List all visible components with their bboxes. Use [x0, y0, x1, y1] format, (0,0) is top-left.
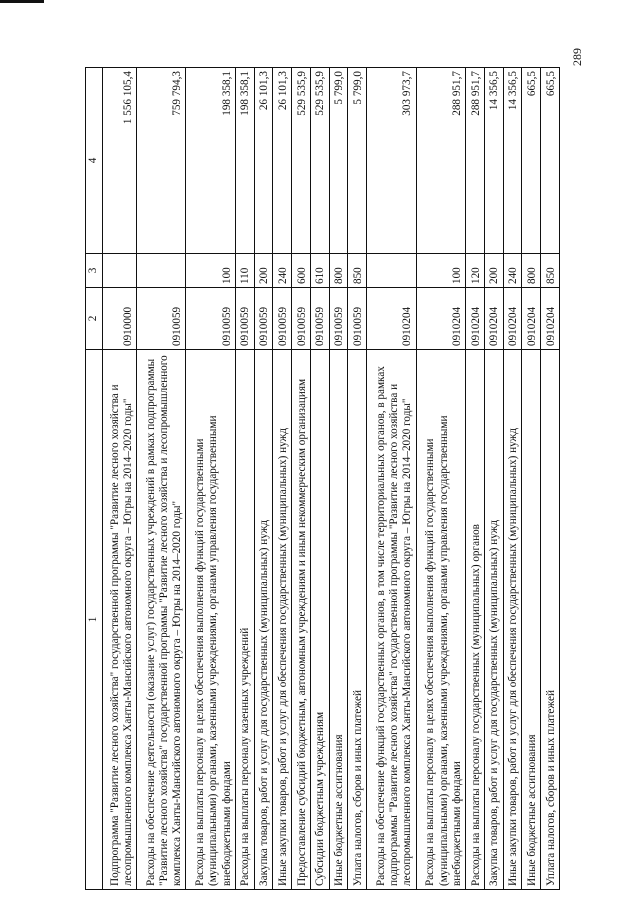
table-row	[254, 68, 273, 890]
table-row	[522, 68, 541, 890]
row-amount: 198 358,1	[186, 68, 235, 254]
row-amount: 665,5	[522, 68, 541, 254]
row-name: Закупка товаров, работ и услуг для государственных (муниципальных) нужд	[254, 350, 273, 890]
row-amount: 288 951,7	[416, 68, 465, 254]
row-code: 0910059	[273, 288, 292, 350]
table-header-row	[86, 68, 103, 890]
row-name: Расходы на выплаты персоналу казенных учреждений	[235, 350, 254, 890]
row-code: 0910204	[484, 288, 503, 350]
table-row	[348, 68, 367, 890]
row-group: 610	[310, 254, 329, 288]
row-group: 850	[348, 254, 367, 288]
row-name: Субсидии бюджетным учреждениям	[310, 350, 329, 890]
table-row	[103, 68, 137, 890]
column-header: 1	[86, 350, 103, 890]
table-row	[186, 68, 235, 890]
table-row	[235, 68, 254, 890]
row-group	[137, 254, 186, 288]
row-code: 0910204	[541, 288, 560, 350]
row-code: 0910059	[292, 288, 311, 350]
row-code: 0910059	[137, 288, 186, 350]
row-code: 0910000	[103, 288, 137, 350]
row-code: 0910059	[348, 288, 367, 350]
row-code: 0910059	[186, 288, 235, 350]
row-name: Расходы на выплаты персоналу в целях обеспечения выполнения функций государственными (муниципальными) органами, казенными учреждениями, органами управления государственными внебюджетными фондами	[416, 350, 465, 890]
column-header: 4	[86, 68, 103, 254]
row-name: Закупка товаров, работ и услуг для государственных (муниципальных) нужд	[484, 350, 503, 890]
row-amount: 529 535,9	[292, 68, 311, 254]
row-name: Уплата налогов, сборов и иных платежей	[348, 350, 367, 890]
row-group: 110	[235, 254, 254, 288]
row-amount: 14 356,5	[484, 68, 503, 254]
row-amount: 5 799,0	[329, 68, 348, 254]
row-amount: 14 356,5	[503, 68, 522, 254]
row-amount: 665,5	[541, 68, 560, 254]
table-row	[329, 68, 348, 890]
table-row	[416, 68, 465, 890]
row-code: 0910204	[416, 288, 465, 350]
row-group: 120	[466, 254, 485, 288]
row-amount: 1 556 105,4	[103, 68, 137, 254]
row-code: 0910059	[235, 288, 254, 350]
budget-table-container	[85, 68, 560, 890]
row-group: 850	[541, 254, 560, 288]
page-number: 289	[570, 48, 584, 66]
row-name: Расходы на обеспечение деятельности (оказание услуг) государственных учреждений в рамках подпрограммы "Развитие лесного хозяйства" государственной программы "Развитие лесного хозяйства и лесопромышленного комплекса Ханты-Мансийского автономного округа – Югры на 2014–2020 годы"	[137, 350, 186, 890]
row-name: Расходы на обеспечение функций государственных органов, в том числе территориальных органов, в рамках подпрограммы "Развитие лесного хозяйства" государственной программы "Развитие лесного хозяйства и лесопромышленного комплекса Ханты-Мансийского автономного округа – Югры на 2014–2020 годы"	[367, 350, 416, 890]
row-name: Расходы на выплаты персоналу государственных (муниципальных) органов	[466, 350, 485, 890]
table-row	[484, 68, 503, 890]
row-name: Предоставление субсидий бюджетным, автономным учреждениям и иным некоммерческим организациям	[292, 350, 311, 890]
row-group: 800	[329, 254, 348, 288]
column-header: 2	[86, 288, 103, 350]
row-amount: 26 101,3	[273, 68, 292, 254]
row-amount: 26 101,3	[254, 68, 273, 254]
row-group	[103, 254, 137, 288]
table-row	[503, 68, 522, 890]
row-name: Иные бюджетные ассигнования	[329, 350, 348, 890]
row-code: 0910204	[503, 288, 522, 350]
table-row	[273, 68, 292, 890]
row-code: 0910059	[254, 288, 273, 350]
table-row	[466, 68, 485, 890]
column-header: 3	[86, 254, 103, 288]
scan-edge-mark	[0, 0, 44, 3]
row-group: 100	[416, 254, 465, 288]
row-name: Иные закупки товаров, работ и услуг для обеспечения государственных (муниципальных) нужд	[503, 350, 522, 890]
row-amount: 5 799,0	[348, 68, 367, 254]
row-group: 240	[503, 254, 522, 288]
row-amount: 303 973,7	[367, 68, 416, 254]
row-name: Иные закупки товаров, работ и услуг для обеспечения государственных (муниципальных) нужд	[273, 350, 292, 890]
row-amount: 759 794,3	[137, 68, 186, 254]
table-row	[310, 68, 329, 890]
table-row	[292, 68, 311, 890]
row-code: 0910059	[329, 288, 348, 350]
row-name: Расходы на выплаты персоналу в целях обеспечения выполнения функций государственными (муниципальными) органами, казенными учреждениями, органами управления государственными внебюджетными фондами	[186, 350, 235, 890]
table-row	[137, 68, 186, 890]
row-name: Уплата налогов, сборов и иных платежей	[541, 350, 560, 890]
row-amount: 529 535,9	[310, 68, 329, 254]
table-row	[367, 68, 416, 890]
table-row	[541, 68, 560, 890]
row-code: 0910204	[522, 288, 541, 350]
row-name: Подпрограмма "Развитие лесного хозяйства" государственной программы "Развитие лесного хозяйства и лесопромышленного комплекса Ханты-Мансийского автономного округа – Югры на 2014–2020 годы"	[103, 350, 137, 890]
row-code: 0910059	[310, 288, 329, 350]
row-group: 240	[273, 254, 292, 288]
row-group: 100	[186, 254, 235, 288]
row-code: 0910204	[367, 288, 416, 350]
row-amount: 198 358,1	[235, 68, 254, 254]
row-amount: 288 951,7	[466, 68, 485, 254]
row-code: 0910204	[466, 288, 485, 350]
row-name: Иные бюджетные ассигнования	[522, 350, 541, 890]
row-group: 800	[522, 254, 541, 288]
row-group	[367, 254, 416, 288]
row-group: 200	[484, 254, 503, 288]
budget-table	[85, 67, 560, 890]
row-group: 600	[292, 254, 311, 288]
row-group: 200	[254, 254, 273, 288]
